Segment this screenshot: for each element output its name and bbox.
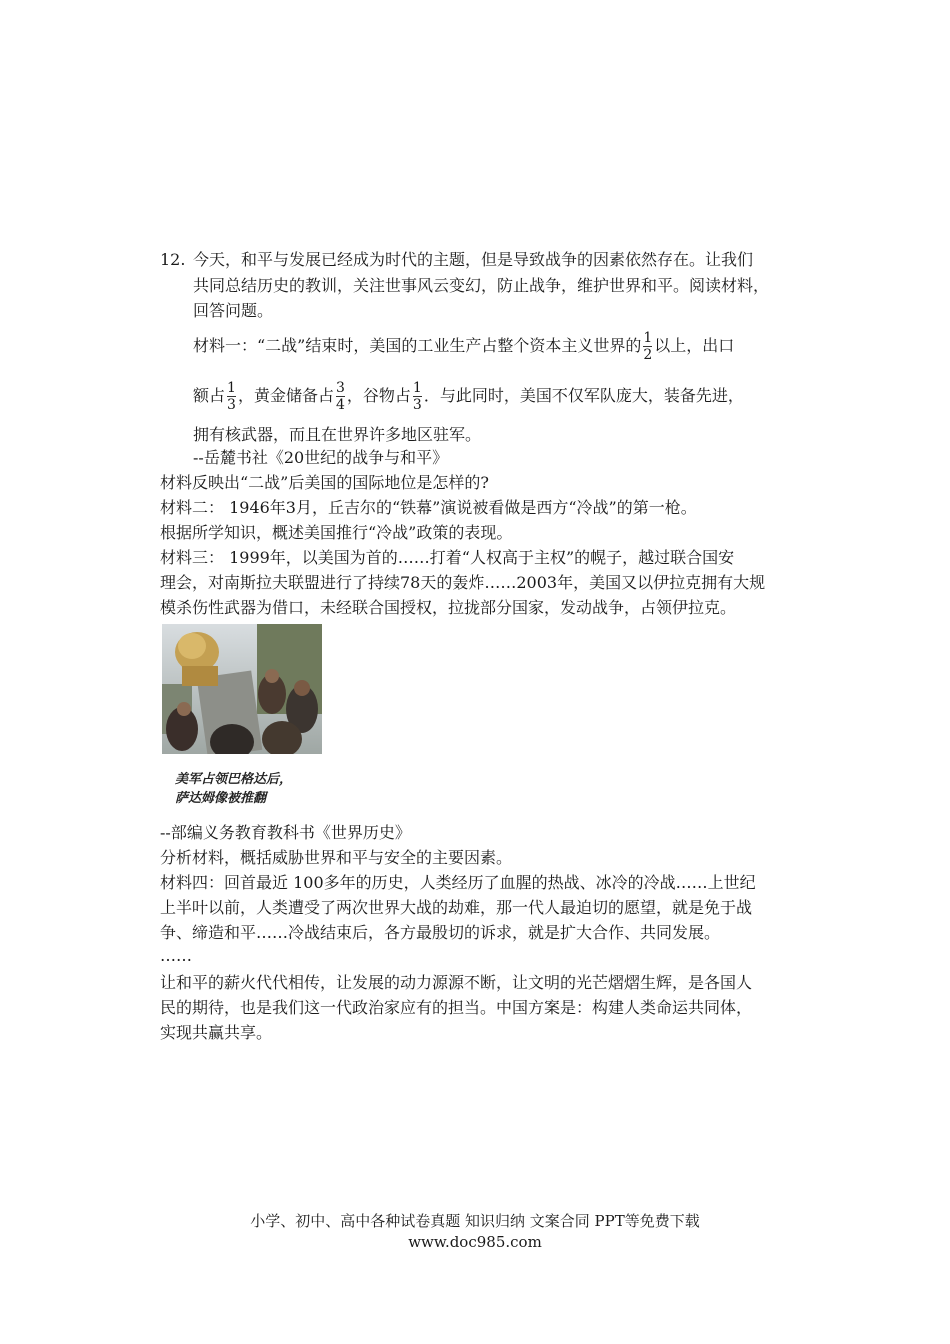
- fraction: $\frac{3}{4}$: [335, 379, 345, 413]
- footer-url[interactable]: www.doc985.com: [408, 1233, 542, 1251]
- question-1: 材料反映出“二战”后美国的国际地位是怎样的?: [160, 473, 489, 492]
- material2: 材料二： 1946年3月，丘吉尔的“铁幕”演说被看做是西方“冷战”的第一枪。: [160, 498, 697, 517]
- material1-line-1: 材料一：“二战”结束时，美国的工业生产占整个资本主义世界的 $\frac{1}{2}$ 以上，出口: [193, 329, 735, 363]
- material4-line-6: 民的期待，也是我们这一代政治家应有的担当。中国方案是：构建人类命运共同体，: [160, 998, 753, 1017]
- material3-line-2: 理会，对南斯拉夫联盟进行了持续78天的轰炸……2003年，美国又以伊拉克拥有大规: [160, 573, 766, 592]
- material4-line-2: 上半叶以前，人类遭受了两次世界大战的劫难，那一代人最迫切的愿望，就是免于战: [160, 898, 753, 917]
- material4-line-3: 争、缔造和平……冷战结束后，各方最殷切的诉求，就是扩大合作、共同发展。: [160, 923, 721, 942]
- image-caption-line-1: 美军占领巴格达后，: [175, 772, 293, 787]
- material4-line-7: 实现共赢共享。: [160, 1023, 273, 1042]
- fraction: $\frac{1}{3}$: [227, 379, 236, 413]
- material3-source: --部编义务教育教科书《世界历史》: [160, 823, 411, 842]
- material4-line-1: 材料四：回首最近 100多年的历史，人类经历了血腥的热战、冰冷的冷战……上世纪: [160, 873, 756, 892]
- material4-line-5: 让和平的薪火代代相传，让发展的动力源源不断，让文明的光芒熠熠生辉，是各国人: [160, 973, 753, 992]
- intro-line-2: 共同总结历史的教训，关注世事风云变幻，防止战争，维护世界和平。阅读材料，: [193, 276, 770, 295]
- material3-line-3: 模杀伤性武器为借口，未经联合国授权，拉拢部分国家，发动战争，占领伊拉克。: [160, 598, 737, 617]
- question-number: 12.: [160, 250, 186, 269]
- material1-line-2: 额占 $\frac{1}{3}$ ，黄金储备占 $\frac{3}{4}$ ，谷物占 $\frac{1}{3}$ ．与此同时，美国不仅军队庞大，装备先进，: [193, 379, 744, 413]
- material3-line-1: 材料三： 1999年，以美国为首的……打着“人权高于主权”的幌子，越过联合国安: [160, 548, 735, 567]
- intro-line-3: 回答问题。: [193, 301, 274, 320]
- intro-line-1: 今天，和平与发展已经成为时代的主题，但是导致战争的因素依然存在。让我们: [193, 250, 754, 269]
- image-caption-line-2: 萨达姆像被推翻: [175, 791, 267, 806]
- fraction: $\frac{1}{3}$: [412, 379, 422, 413]
- statue-toppling-photo: [162, 624, 322, 754]
- question-2: 根据所学知识，概述美国推行“冷战”政策的表现。: [160, 523, 513, 542]
- footer-line-1: 小学、初中、高中各种试卷真题 知识归纳 文案合同 PPT等免费下载: [250, 1212, 700, 1230]
- material1-source: --岳麓书社《20世纪的战争与和平》: [193, 448, 449, 467]
- fraction: $\frac{1}{2}$: [643, 329, 653, 363]
- material4-line-4: ……: [160, 946, 192, 965]
- material1-line-3: 拥有核武器，而且在世界许多地区驻军。: [193, 425, 482, 444]
- question-3: 分析材料，概括威胁世界和平与安全的主要因素。: [160, 848, 513, 867]
